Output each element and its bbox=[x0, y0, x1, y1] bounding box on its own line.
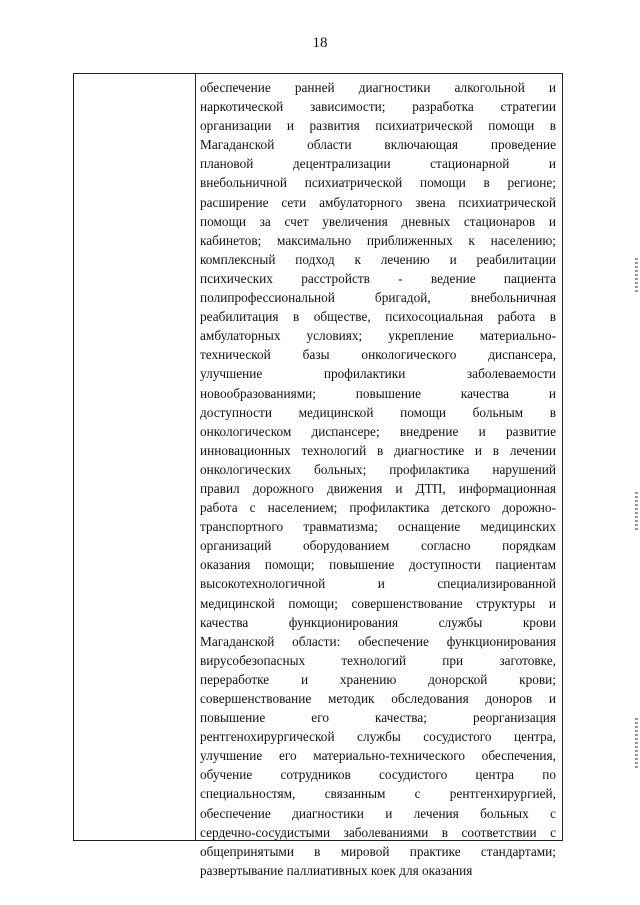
text-line: психических расстройств - ведение пациента bbox=[200, 270, 556, 286]
text-line: реабилитация в обществе, психосоциальная работа в bbox=[200, 309, 556, 325]
text-line: полипрофессиональной бригадой, внебольничная bbox=[200, 290, 556, 306]
text-line: наркотической зависимости; разработка стратегии bbox=[200, 99, 556, 115]
text-line: работа с населением; профилактика детского дорожно- bbox=[200, 500, 556, 516]
text-line: новообразованиями; повышение качества и bbox=[200, 385, 556, 401]
text-line: обеспечение ранней диагностики алкогольной и bbox=[200, 80, 556, 95]
text-line: организации и развития психиатрической помощи в bbox=[200, 118, 556, 134]
text-line: улучшение его материально-технического обеспечения, bbox=[200, 748, 556, 764]
text-line: комплексный подход к лечению и реабилитации bbox=[200, 251, 556, 267]
text-line: сердечно-сосудистыми заболеваниями в соответствии с bbox=[200, 824, 556, 840]
text-line: медицинской помощи; совершенствование структуры и bbox=[200, 595, 556, 611]
scan-edge-mark bbox=[635, 258, 638, 294]
text-line: высокотехнологичной и специализированной bbox=[200, 576, 556, 592]
table-right-cell bbox=[200, 78, 556, 880]
text-line: обеспечение диагностики и лечения больных с bbox=[200, 805, 556, 821]
text-line: переработке и хранению донорской крови; bbox=[200, 671, 556, 687]
text-line: помощи за счет увеличения дневных стационаров и bbox=[200, 213, 556, 229]
text-line: обучение сотрудников сосудистого центра по bbox=[200, 767, 556, 783]
text-line: кабинетов; максимально приближенных к населению; bbox=[200, 232, 556, 248]
text-line: специальностям, связанным с рентгенхирургией, bbox=[200, 786, 556, 802]
text-line: совершенствование методик обследования доноров и bbox=[200, 691, 556, 706]
text-line: онкологическом диспансере; внедрение и развитие bbox=[200, 423, 556, 439]
document-table bbox=[73, 73, 563, 878]
text-line: онкологических больных; профилактика нарушений bbox=[200, 461, 556, 477]
text-line: расширение сети амбулаторного звена психиатрической bbox=[200, 194, 556, 210]
text-line: инновационных технологий в диагностике и в лечении bbox=[200, 442, 556, 458]
text-line: рентгенохирургической службы сосудистого центра, bbox=[200, 729, 556, 745]
text-line: улучшение профилактики заболеваемости bbox=[200, 366, 556, 382]
text-line: амбулаторных условиях; укрепление материально- bbox=[200, 328, 556, 344]
text-line: вирусобезопасных технологий при заготовке, bbox=[200, 652, 556, 668]
text-line: Магаданской области включающая проведение bbox=[200, 137, 556, 153]
text-line: внебольничной психиатрической помощи в регионе; bbox=[200, 175, 556, 191]
table-left-cell bbox=[74, 74, 196, 840]
text-line: общепринятыми в мировой практике стандартами; bbox=[200, 843, 556, 859]
page-number: 18 bbox=[312, 35, 328, 51]
text-line: развертывание паллиативных коек для оказания bbox=[200, 862, 473, 878]
scan-edge-mark bbox=[635, 492, 638, 532]
text-line: технической базы онкологического диспансера, bbox=[200, 347, 556, 363]
text-line: плановой децентрализации стационарной и bbox=[200, 156, 556, 172]
scan-edge-mark bbox=[635, 718, 638, 768]
text-line: повышение его качества; реорганизация bbox=[200, 710, 556, 726]
text-line: правил дорожного движения и ДТП, информационная bbox=[200, 480, 556, 496]
text-line: оказания помощи; повышение доступности пациентам bbox=[200, 557, 556, 573]
text-line: доступности медицинской помощи больным в bbox=[200, 404, 556, 420]
text-line: качества функционирования службы крови bbox=[200, 614, 556, 630]
text-line: Магаданской области: обеспечение функционирования bbox=[200, 633, 556, 649]
text-line: транспортного травматизма; оснащение медицинских bbox=[200, 519, 556, 535]
text-line: организаций оборудованием согласно порядкам bbox=[200, 538, 556, 554]
